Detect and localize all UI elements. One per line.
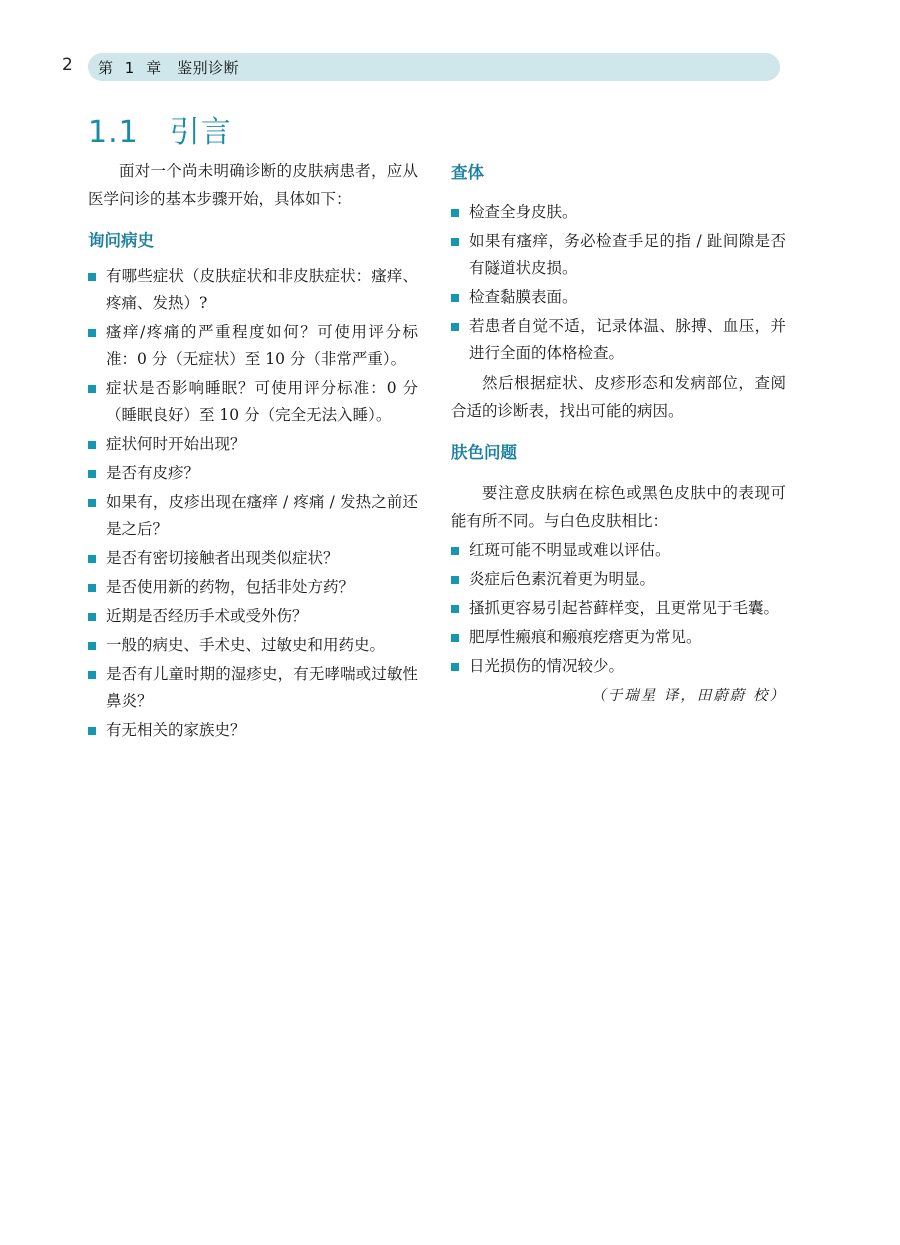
right-column (451, 157, 786, 710)
history-list (88, 263, 418, 744)
section-title: 1.1 引言 (88, 115, 232, 150)
list-item: 瘙痒/疼痛的严重程度如何？可使用评分标准：0 分（无症状）至 10 分（非常严重）。 (88, 319, 418, 373)
square-bullet-icon (451, 238, 459, 246)
list-item: 检查全身皮肤。 (451, 199, 786, 226)
skin-list (451, 537, 786, 680)
list-item: 有无相关的家族史？ (88, 717, 418, 744)
exam-heading: 查体 (451, 163, 484, 182)
exam-followup-paragraph: 然后根据症状、皮疹形态和发病部位，查阅合适的诊断表，找出可能的病因。 (451, 374, 786, 420)
square-bullet-icon (88, 555, 96, 563)
square-bullet-icon (88, 470, 96, 478)
square-bullet-icon (88, 727, 96, 735)
list-item: 近期是否经历手术或受外伤？ (88, 603, 418, 630)
square-bullet-icon (88, 273, 96, 281)
square-bullet-icon (88, 671, 96, 679)
page-number: 2 (62, 55, 73, 75)
square-bullet-icon (451, 634, 459, 642)
square-bullet-icon (88, 613, 96, 621)
list-item: 是否有儿童时期的湿疹史，有无哮喘或过敏性鼻炎？ (88, 661, 418, 715)
history-heading: 询问病史 (88, 231, 154, 250)
list-item: 是否有密切接触者出现类似症状？ (88, 545, 418, 572)
square-bullet-icon (88, 329, 96, 337)
square-bullet-icon (451, 547, 459, 555)
square-bullet-icon (88, 441, 96, 449)
list-item: 检查黏膜表面。 (451, 284, 786, 311)
list-item: 如果有，皮疹出现在瘙痒 / 疼痛 / 发热之前还是之后？ (88, 489, 418, 543)
square-bullet-icon (451, 605, 459, 613)
square-bullet-icon (451, 576, 459, 584)
square-bullet-icon (451, 209, 459, 217)
square-bullet-icon (451, 323, 459, 331)
intro-paragraph: 面对一个尚未明确诊断的皮肤病患者，应从医学问诊的基本步骤开始，具体如下： (88, 162, 418, 208)
chapter-title: 第 1 章 鉴别诊断 (98, 59, 240, 77)
chapter-banner (88, 53, 780, 81)
list-item: 炎症后色素沉着更为明显。 (451, 566, 786, 593)
square-bullet-icon (451, 663, 459, 671)
list-item: 若患者自觉不适，记录体温、脉搏、血压，并进行全面的体格检查。 (451, 313, 786, 367)
list-item: 红斑可能不明显或难以评估。 (451, 537, 786, 564)
square-bullet-icon (88, 584, 96, 592)
running-header (62, 53, 780, 81)
square-bullet-icon (88, 385, 96, 393)
list-item: 日光损伤的情况较少。 (451, 653, 786, 680)
list-item: 症状是否影响睡眠？可使用评分标准：0 分（睡眠良好）至 10 分（完全无法入睡）。 (88, 375, 418, 429)
skin-heading: 肤色问题 (451, 443, 517, 462)
list-item: 如果有瘙痒，务必检查手足的指 / 趾间隙是否有隧道状皮损。 (451, 228, 786, 282)
list-item: 肥厚性瘢痕和瘢痕疙瘩更为常见。 (451, 624, 786, 651)
list-item: 有哪些症状（皮肤症状和非皮肤症状：瘙痒、疼痛、发热）? (88, 263, 418, 317)
list-item: 是否有皮疹？ (88, 460, 418, 487)
list-item: 搔抓更容易引起苔藓样变，且更常见于毛囊。 (451, 595, 786, 622)
list-item: 是否使用新的药物，包括非处方药？ (88, 574, 418, 601)
list-item: 症状何时开始出现？ (88, 431, 418, 458)
skin-intro-paragraph: 要注意皮肤病在棕色或黑色皮肤中的表现可能有所不同。与白色皮肤相比： (451, 484, 786, 530)
square-bullet-icon (451, 294, 459, 302)
square-bullet-icon (88, 642, 96, 650)
list-item: 一般的病史、手术史、过敏史和用药史。 (88, 632, 418, 659)
translator-credit: （于瑞星 译，田蔚蔚 校） (591, 688, 786, 704)
square-bullet-icon (88, 499, 96, 507)
exam-list (451, 199, 786, 367)
left-column (88, 157, 418, 746)
